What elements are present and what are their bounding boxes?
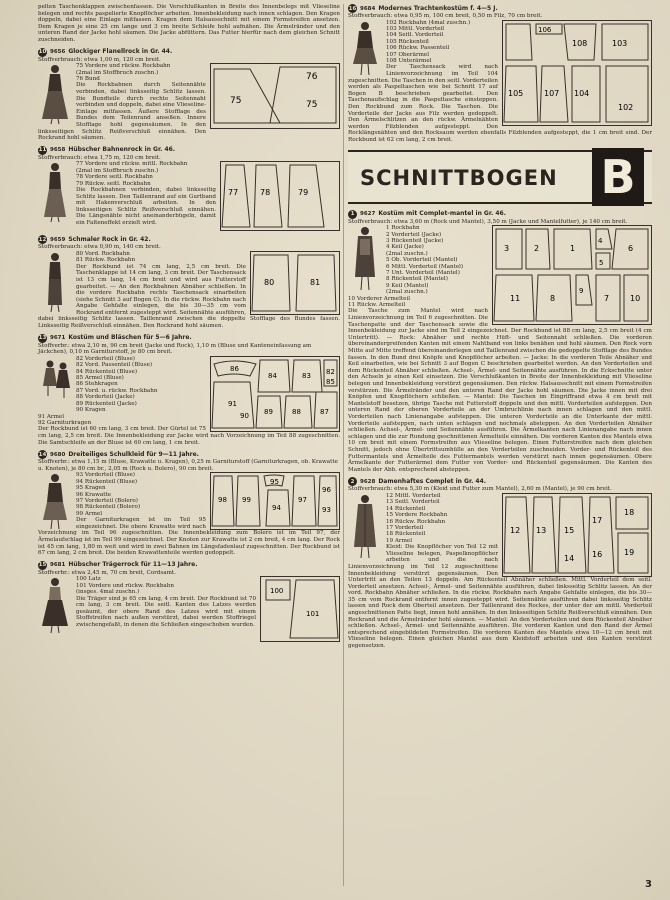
piece-label: 96 (322, 486, 331, 495)
section-heading (38, 235, 340, 244)
piece-label: 100 (270, 587, 284, 596)
list-item: 9 Keil (Mantel) (386, 282, 429, 289)
instructions: Die Rockbahnen durch Seitennähte verbinden, dabei linksseitig Schlitz lassen. Die Bundteile durch rechte Seitennaht verbinden und doppeln, dabei eine Vlieseline-Einlage mitfassen. Äußere Stofflage des Bundes dem Teilenrand anseßen. Innere Stofflage hohl gegensäumen. In den linksseitigen Schlitz Reißverschluß einnähen. Den Rockrand hohl säumen. (38, 82, 206, 142)
fashion-figure (38, 63, 72, 125)
banner-letter: B (592, 148, 644, 206)
list-item: 97 Vorderteil (Bolero) (76, 497, 138, 504)
section-number: 1 (348, 210, 357, 219)
section-number: 12 (38, 236, 47, 243)
list-item: 88 Vorderteil (Jacke) (76, 394, 135, 401)
list-item: 107 Oberärmel (386, 51, 430, 58)
piece-label: 75 (306, 100, 318, 111)
section-title: Glockiger Flanellrock in Gr. 44. (68, 48, 173, 56)
list-item: 17 Vorderteil (386, 524, 424, 531)
list-item: (2mal im Stoffbruch zuschn.) (76, 167, 159, 174)
section-heading (38, 48, 340, 57)
piece-label: 80 (264, 277, 275, 287)
list-item: 103 Mittl. Vorderteil (386, 26, 445, 32)
section-title: Dreiteiliges Schulkleid für 9—11 Jahre. (68, 450, 199, 458)
piece-label: 16 (592, 549, 603, 559)
piece-label: 84 (268, 371, 277, 380)
piece-label: 90 (240, 411, 249, 420)
column-divider (343, 4, 344, 886)
list-item: 15 Vordere Rockbahn (386, 512, 448, 519)
section-heading (38, 146, 340, 155)
section-number: 10 (38, 49, 47, 56)
pattern-diagram (210, 472, 340, 530)
piece-label: 106 (538, 25, 552, 34)
pattern-section-16 (348, 4, 652, 144)
section-heading (348, 210, 652, 219)
section-title: Hübscher Trägerrock für 11—13 Jahre. (68, 561, 198, 569)
piece-label: 12 (510, 525, 521, 535)
pattern-code: 9628 (360, 478, 376, 485)
piece-label: 102 (618, 102, 634, 112)
instructions: Kleid: Die Knopflöcher von Teil 12 mit Vlieseline belegen, Paspelknopflöcher arbeiten und die nach Linienvorzeichnung im Teil 12 zugeschnittene Innenbekleidung verstürzt gegensäumen. Den Untertritt an den Teilen 13 doppeln. Am Rückenteil Abnäher schließen. Mittl. Vorderteil dem seitl. Vorderteil ansetzen. Achsel-, Ärmel- und Seitennähte ausführen, dabei linksseitig Schlitz lassen. An der vord. Rockbahn Abnäher schließen. In die rückw. Rockbahn nach Angabe Gehfalte einlegen, die bis 30—35 cm vom Rockrand entfernt innen zugesteppt wird. Seitennähte ausführen dabei linksseitig Schlitz lassen und Rock dem Oberteil ansetzen. Der Taillenrand des Rockes, der unter der am mittl. Vorderteil angeschnittenen Patte liegt, innen hohl annähen. In den linksseitigen Schlitz Reißverschluß einnähen. Den Rockrand und die Ärmelränder hohl säumen. — Mantel: An den Vorderteilen und dem Rückenteil Abnäher schließen. Achsel-, Ärmel- und Seitennähte ausführen. Die vorderen Kanten und den Rand der Ärmel entsprechend eingebildeten Formstreifen. Die vorderen Kanten des Mantels etwa 10—12 cm breit mit Vlieseline belegen. Einen gleichen Mantel aus dem Kleidstoff arbeiten und den Kanten verstürzt gegensetzen. (348, 544, 652, 650)
banner-title: SCHNITTBOGEN (360, 165, 558, 190)
piece-label: 85 (326, 377, 335, 386)
section-title: Hübscher Bahnenrock in Gr. 46. (68, 146, 176, 154)
list-item: (2mal im Stoffbruch zuschn.) (76, 69, 159, 76)
section-title: Modernes Trachtenkostüm f. 4—5 J. (378, 4, 498, 12)
list-item: 7 Unt. Vorderteil (Mantel) (386, 270, 460, 276)
instructions: Die Rockbahnen verbinden, dabei linksseitig Schlitz lassen. Den Taillenrand auf ein Gurtband mit Hakenverschluß arbeiten. In den linksseitigen Schlitz Reißverschluß einnähen. Die Längsnähte nicht aneinanderbügeln, damit ein Falteneffekt erzielt wird. (76, 186, 216, 226)
list-item: 78 Vordere seitl. Rockbahn (76, 174, 153, 181)
fashion-figure (38, 472, 72, 530)
fashion-figure (38, 576, 72, 634)
list-item: 6 Mittl. Vorderteil (Mantel) (386, 263, 464, 270)
piece-label: 88 (292, 407, 301, 416)
piece-label: 75 (230, 96, 242, 107)
list-item: 82 Vorderteil (Bluse) (76, 355, 135, 362)
instructions: Der Rockbund ist 74 cm lang, 2,5 cm breit. Die Taschenklappe ist 14 cm lang, 3 cm breit. Der Taschensack ist 13 cm lang, 14 cm breit und wird aus Futterstoff gearbeitet. — An den Rockbahnen Abnäher schließen. In die vordere Rockbahn rechts Taschensack einarbeiten (siehe Schnitt 3 auf Bogen C). In die rückw. Rockbahn nach Angabe Gehfalte einlegen, die bis 30—35 cm vom Rockrand entfernt zugesteppt wird. Seitennähte ausführen, dabei linksseitig Schlitz lassen. Taillenrand zwischen die doppelte Stofflage des Bundes fassen. Linksseitig Reißverschluß einnähen. Den Rockrand hohl säumen. (38, 263, 340, 330)
piece-label: 91 (228, 399, 237, 408)
list-item: 77 Vordere und rückw. mittl. Rockbahn (76, 161, 188, 168)
piece-label: 8 (550, 294, 556, 304)
piece-label: 9 (579, 287, 584, 296)
piece-label: 76 (306, 72, 318, 83)
fabric-requirement: Stoffverbrauch: etwa 1,75 m, 120 cm breit. (38, 154, 161, 161)
list-item: 105 Rückenteil (386, 38, 429, 45)
pattern-code: 9671 (50, 335, 66, 342)
list-item: 108 Unterärmel (386, 58, 432, 65)
section-heading (348, 4, 652, 13)
list-item: 84 Rückenteil (Bluse) (76, 368, 138, 375)
pattern-code: 9656 (50, 49, 66, 56)
list-item: 104 Seitl. Vorderteil (386, 32, 444, 39)
piece-label: 103 (612, 38, 628, 48)
list-item: 92 Garniturkragen (38, 419, 92, 426)
piece-label: 89 (264, 407, 273, 416)
fabric-requirement: Stoffverbrauch: etwa 5,30 m (Kleid und Futter zum Mantel), 2,60 m (Mantel), je 90 cm breit. (348, 486, 612, 493)
fabric-requirement: Stoffverbrauch: etwa 0,95 m, 100 cm breit, 0,50 m Filz, 70 cm breit. (348, 13, 543, 19)
pattern-diagram (220, 161, 340, 231)
piece-label: 87 (320, 407, 329, 416)
pattern-section-15 (38, 561, 340, 643)
piece-label: 82 (326, 367, 335, 376)
fabric-requirement: Stoffverbr.: etwa 2,45 m, 70 cm breit, Cordsamt. (38, 569, 176, 576)
piece-label: 107 (544, 88, 560, 98)
section-heading (348, 477, 652, 486)
section-title: Kostüm und Bläschen für 5—6 Jahre. (68, 334, 192, 342)
list-item: 3 Rückenteil (Jacke) (386, 237, 444, 244)
list-item: 98 Rückenteil (Bolero) (76, 504, 141, 511)
pattern-code: 9659 (50, 236, 66, 243)
pattern-code: 9658 (50, 147, 66, 154)
piece-label: 18 (624, 507, 635, 517)
piece-label: 108 (572, 38, 588, 48)
instructions: Der Taschensack wird nach Linienvorzeichnung im Teil 104 zugeschnitten. Die Taschen in den seitl. Vorderteilen werden als Paspeltaschen wie bei Schnitt 17 auf Bogen B beschrieben gearbeitet. Den Taschenaufschlag in die Paspeltasche einsteppen. Den Rockbund zum Rock. Die Taschen. Die Vorderteile der Jacke aus Filz werden gedoppelt. Den Ärmelschlitzen an den rückw. Ärmelnähten werden Filzblenden aufgesteppt. Den Rocklängsnähten und den Rocksaum werden ebenfalls Filzblenden aufgesteppt, die 1 cm breit sind. Der Rockbund ist 62 cm lang, 2 cm breit. (348, 64, 652, 143)
list-item: 5 Ob. Vorderteil (Mantel) (386, 257, 458, 264)
piece-label: 5 (599, 259, 604, 268)
list-item: 19 Ärmel (386, 537, 413, 544)
pattern-code: 9680 (50, 451, 66, 458)
pattern-diagram (250, 251, 340, 315)
piece-label: 104 (574, 88, 590, 98)
list-item: 18 Rückenteil (386, 531, 426, 538)
piece-label: 99 (242, 496, 251, 505)
section-title: Schmaler Rock in Gr. 42. (68, 235, 151, 243)
piece-label: 10 (630, 294, 641, 304)
list-item: 75 Vordere und rückw. Rockbahn (76, 63, 171, 70)
list-item: 93 Vorderteil (Bluse) (76, 472, 135, 479)
section-heading (38, 450, 340, 459)
list-item: 89 Rückenteil (Jacke) (76, 400, 137, 407)
section-number: 16 (348, 5, 357, 12)
list-item: 10 Vorderer Ärmelteil (348, 295, 411, 302)
section-number: 15 (38, 562, 47, 569)
list-item: 85 Ärmel (Bluse) (76, 375, 124, 382)
pattern-code: 9684 (360, 5, 376, 12)
list-item: 16 Rückw. Rockbahn (386, 518, 446, 525)
pattern-section-11 (38, 146, 340, 232)
list-item: 8 Rückenteil (Mantel) (386, 276, 448, 283)
list-item: 79 Rückw. seitl. Rockbahn (76, 180, 151, 187)
list-item: 99 Ärmel (76, 510, 103, 517)
list-item: 12 Mittl. Vorderteil (386, 492, 441, 499)
pattern-diagram (492, 225, 652, 325)
instructions: Der Rockbund ist 60 cm lang, 3 cm breit. Der Gürtel ist 75 cm lang, 2,5 cm breit. Die Innenbekleidung zur Jacke wird nach Vorzeichnung im Teil 88 zugeschnitten. Die Samtschleife an der Bluse ist 60 cm lang, 1 cm breit. (38, 426, 340, 446)
fashion-figure (38, 251, 72, 313)
list-item: 76 Bund (76, 75, 100, 82)
piece-label: 1 (570, 244, 576, 254)
fashion-figure (348, 493, 382, 559)
list-item: 82 Vord. Passenteil (Bluse) (76, 362, 153, 369)
list-item: 95 Kragen (76, 485, 106, 492)
piece-label: 19 (624, 547, 635, 557)
piece-label: 94 (272, 504, 281, 513)
piece-label: 13 (536, 525, 547, 535)
piece-label: 95 (270, 478, 279, 487)
piece-label: 15 (564, 525, 575, 535)
list-item: (2mal zuschn.) (386, 289, 428, 296)
instructions: Der Garniturkragen ist im Teil 95 eingezeichnet. Die obere Krawatte wird nach Vorzeichnung im Teil 96 zugeschnitten. Die Innenbekleidung zum Bolero ist im Teil 97, der Ärmelaufschlag ist im Teil 99 eingezeichnet. Der Knoten zur Krawatte ist 2 cm breit, 4 cm lang. Der Rock ist 45 cm lang, 1,80 m weit und wird in zwei Bahnen im Längsfadenlauf zugeschnitten. Der Rockbund ist 67 cm lang, 2 cm breit. Die beiden Krawattenteile werden gedoppelt. (38, 517, 340, 557)
piece-label: 93 (322, 506, 331, 515)
pattern-section-10 (38, 48, 340, 142)
section-number: 14 (38, 451, 47, 458)
section-title: Damenhaftes Complet in Gr. 44. (378, 477, 487, 485)
fabric-requirement: Stoffverbrauch: etwa 1,00 m, 120 cm breit. (38, 56, 161, 63)
fashion-figure (38, 356, 72, 412)
pattern-diagram (260, 576, 340, 642)
list-item: 100 Latz (76, 576, 101, 583)
list-item: 96 Krawatte (76, 491, 112, 498)
fashion-figure (348, 20, 382, 76)
fashion-figure (348, 225, 382, 291)
intro-text: pelten Taschenklappen zwischenfassen. Die Verschlußkanten in Breite des Innenbelegs mit Vlieseline belegen und rechts paspelierte Knopflöcher arbeiten. Innenbekleidung nach innen schlagen. Den Kragen doppeln, dabei eine Einlage mitfassen. Kragen dem Halsausschnitt mit einem Formstreifen ansetzen. Dem Kragen je eine 25 cm lange und 3 cm breite Schleife hohl aufnähen. Die Ärmelränder und den unteren Rand der Jacke hohl säumen. Die Jacke abfüttern. Das Futter hierfür nach dem gleichen Schnitt zuschneiden. (38, 4, 340, 43)
piece-label: 77 (228, 188, 239, 198)
list-item: 1 Rockbahn (386, 225, 420, 232)
left-column (38, 4, 340, 646)
pattern-section-14 (38, 450, 340, 557)
list-item: 87 Vord. u. rückw. Rockbahn (76, 387, 158, 394)
page-number: 3 (645, 879, 652, 890)
pattern-diagram (502, 493, 652, 577)
piece-label: 7 (604, 294, 610, 304)
piece-label: 101 (306, 610, 320, 619)
right-column (348, 4, 652, 654)
piece-label: 105 (508, 88, 524, 98)
piece-label: 4 (598, 237, 603, 246)
piece-label: 6 (628, 244, 634, 254)
fabric-requirement: Stoffverbrauch: etwa 0,90 m, 140 cm breit. (38, 244, 161, 251)
pattern-diagram (502, 20, 652, 126)
list-item: 80 Vord. Rockbahn (76, 250, 130, 257)
section-number: 13 (38, 335, 47, 342)
list-item: 14 Rückenteil (386, 505, 426, 512)
piece-label: 81 (310, 277, 321, 287)
list-item: (2mal zuschn.) (386, 250, 428, 257)
pattern-section-12 (38, 235, 340, 329)
piece-label: 3 (504, 244, 510, 254)
instructions: Die Tasche zum Mantel wird nach Linienvorzeichnung im Teil 6 zugeschnitten. Die Taschenpatte und der Taschensack sowie die Innenbekleidung zur Jacke sind im Teil 2 eingezeichnet. Der Rockbund ist 88 cm lang, 2,5 cm breit (4 cm Untertritt). — Rock: Abnäher und rechte Hüft- und Seitennaht schließen. Die vorderen übereinandergreifenden Kanten mit einem Nahtband von links benähen und hohl säumen. Den Rock vorn Mitte auf Mitte treffend übereinanderlegen und Taillenrand zwischen die gedoppelte Stofflage des Bundes fassen. In den Bund drei Knöpfe und Knopflöcher arbeiten. — Jacke: In die vorderen Teile Abnäher und Keil einarbeiten, wie bei Schnitt 3 auf Bogen C beschrieben gearbeitet werden. An den Vorderteilen und dem Rückenteil Abnäher schließen. Achsel-, Ärmel- und Seitennähte ausführen. In die Eckschnitte unter den Achseln je einen Keil einsetzen. Die Verschlußkanten in Breite der Innenbekleidung mit Vlieseline belegen und Innenbekleidung verstürzt gegensäumen. Den rückw. Halsausschnitt mit einem Formstreifen verstürzen. Die Ärmelränder und den unteren Rand der Jacke hohl säumen. Die Jacke innen mit drei Knöpfen und Knopflöchern schließen. — Mantel: Die Taschen im Eingriffrand etwa 4 cm breit mit Mantelstoff besetzen, übrige Tasche mit Futterstoff doppeln und den mittl. Vorderteilen aufsteppen. Den unteren Rand der oberen Vorderteile an der Umbruchlinie nach innen schlagen und den mittl. Vorderteilen nach Linienangabe aufsteppen. Die unteren Vorderteile an die Unterkante der mittl. Vorderteile aufsteppen, nach unten schlagen und nochmals absteppen. An den Vorderteilen Abnäher schließen. Achsel-, Ärmel- und Seitennähte ausführen. Die Ärmelkanten nach Linienangabe nach innen schlagen und die zur Rundung geschnittenen Ärmelteile einnähen. Die vorderen Kanten des Mantels etwa 10 cm breit mit einem Formstreifen aus Vlieseline belegen. Einen Futterstreifen nach dem gleichen Schnitt, jedoch ohne Übertrittsumhülle an den Vorderteilen zuschneiden. Vorder- und Rückenteil des Futtermantels und Ärmelteile des Futtermantels werden verstürzt nach innen gegensäumen. Obere Ärmelkante der Futterärmel dem Futter von Vorder- und Rückenteil gegensäumen. Die Kanten des Mantels der Abb. entsprechend absteppen. (348, 308, 652, 473)
list-item: 90 Kragen (76, 407, 106, 414)
fabric-requirement: Stoffverbr.: etwa 2,10 m, 90 cm breit (Jacke und Rock), 1,10 m (Bluse und Kanteneinfassung am Jäckchen), 0,10 m Garniturstoff, je 80 cm breit. (38, 342, 312, 356)
pattern-section-1 (348, 210, 652, 474)
piece-label: 11 (510, 294, 521, 304)
list-item: 86 Stehkragen (76, 381, 118, 388)
list-item: (insges. 4mal zuschn.) (76, 589, 140, 596)
instructions: Die Träger sind je 65 cm lang, 4 cm breit. Der Rockbund ist 70 cm lang, 3 cm breit. Die seitl. Kanten des Latzes werden gesäumt, der obere Rand des Latzes wird mit einem Stoffstreifen nach außen verstürzt, dabei werden Stoffriegel zwischengefaßt, in denen die Schließen eingeschoben wurden. (76, 595, 256, 628)
section-title: Kostüm mit Complet-mantel in Gr. 46. (378, 210, 506, 218)
piece-label: 14 (564, 553, 575, 563)
piece-label: 86 (230, 364, 239, 373)
pattern-diagram (210, 63, 340, 129)
list-item: 4 Keil (Jacke) (386, 244, 424, 251)
section-number: 2 (348, 477, 357, 486)
fabric-requirement: Stoffverbrauch: etwa 3,60 m (Rock und Mantel), 3,50 m (Jacke und Mantelfutter), je 140 cm breit. (348, 218, 628, 225)
pattern-section-13 (38, 334, 340, 446)
list-item: 101 Vordere und rückw. Rockbahn (76, 582, 174, 589)
list-item: 102 Rockbahn (4mal zuschn.) (386, 19, 471, 26)
list-item: 94 Rückenteil (Bluse) (76, 478, 138, 485)
list-item: 11 Rückw. Ärmelteil (348, 302, 406, 309)
list-item: 13 Seitl. Vorderteil (386, 499, 440, 506)
fabric-requirement: Stoffverbr.: etwa 1,15 m (Bluse, Krawatte u. Kragen), 0,25 m Garniturstoff (Garniturkragen, ob. Krawatte u. Knoten), je 80 cm br., 2,05 m (Rock u. Bolero), 90 cm breit. (38, 459, 338, 472)
piece-label: 79 (298, 188, 309, 198)
section-number: 11 (38, 147, 47, 154)
list-item: 2 Vorderteil (Jacke) (386, 231, 442, 238)
piece-label: 78 (260, 188, 271, 198)
schnittbogen-banner (348, 150, 652, 204)
section-heading (38, 334, 340, 343)
piece-label: 2 (534, 244, 540, 254)
list-item: 81 Rückw. Rockbahn (76, 257, 136, 264)
pattern-code: 9627 (360, 211, 376, 218)
pattern-section-2 (348, 477, 652, 649)
piece-label: 97 (298, 496, 307, 505)
list-item: 106 Rückw. Passenteil (386, 45, 450, 52)
list-item: 91 Ärmel (38, 413, 65, 420)
pattern-diagram (210, 356, 340, 432)
fashion-figure (38, 161, 72, 223)
piece-label: 17 (592, 515, 603, 525)
piece-label: 98 (218, 496, 227, 505)
piece-label: 83 (302, 371, 311, 380)
pattern-code: 9681 (50, 562, 66, 569)
section-heading (38, 561, 340, 570)
